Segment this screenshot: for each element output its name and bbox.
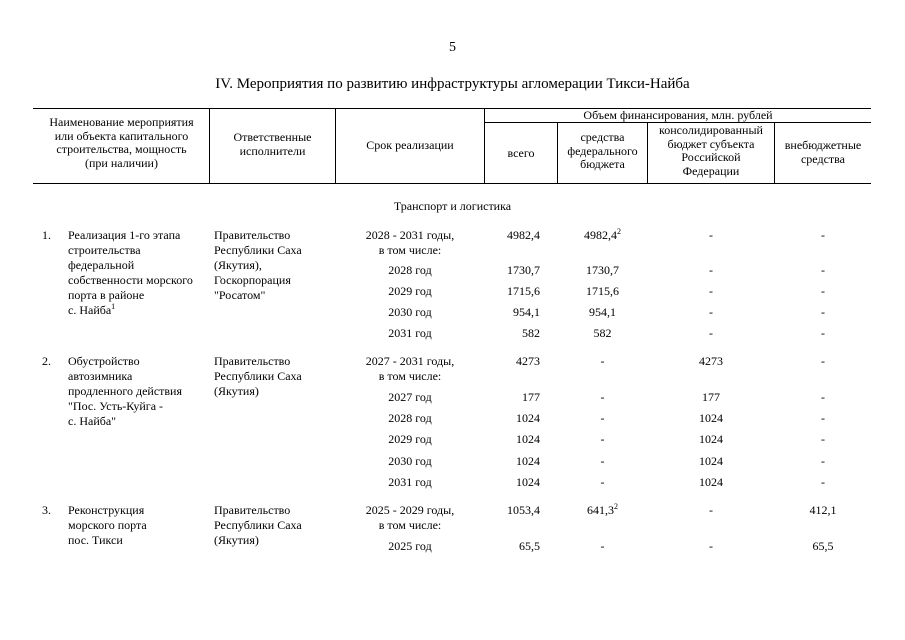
row-1-year-total: 582: [522, 326, 540, 340]
row-2-year-federal: -: [600, 454, 605, 468]
row-2-year: 2030 год: [388, 454, 432, 468]
row-3-year-federal: -: [600, 539, 605, 553]
row-3-name: Реконструкция морского порта пос. Тикси: [68, 503, 147, 547]
row-1-year-federal: 582: [593, 326, 612, 340]
row-3-total: 1053,4: [507, 503, 540, 517]
row-2-year-total: 1024: [516, 454, 540, 468]
row-1-consolidated: -: [709, 228, 713, 242]
row-2-term: 2027 - 2031 годы, в том числе:: [365, 354, 455, 383]
page-title: IV. Мероприятия по развитию инфраструктуры агломерации Тикси-Найба: [215, 76, 690, 92]
section-title: Транспорт и логистика: [393, 199, 512, 213]
row-1-year: 2029 год: [388, 284, 432, 298]
row-1-year-federal: 954,1: [589, 305, 616, 319]
row-1-year-offbudget: -: [821, 284, 825, 298]
row-1-year: 2031 год: [388, 326, 432, 340]
row-1-year-federal: 1715,6: [586, 284, 619, 298]
row-2-year-offbudget: -: [821, 390, 825, 404]
footnote-mark: 2: [614, 502, 618, 511]
row-2-year-consolidated: 177: [702, 390, 720, 404]
row-1-year: 2030 год: [388, 305, 432, 319]
row-1-year-federal: 1730,7: [586, 263, 619, 277]
row-2-year-consolidated: 1024: [699, 432, 723, 446]
row-3-consolidated: -: [709, 503, 713, 517]
row-2-year-total: 1024: [516, 475, 540, 489]
row-1-year-offbudget: -: [821, 263, 825, 277]
header-federal: средства федерального бюджета: [567, 130, 638, 171]
header-consolidated: консолидированный бюджет субъекта Российской Федерации: [659, 123, 763, 178]
row-1-term: 2028 - 2031 годы, в том числе:: [365, 228, 455, 257]
row-3-federal: 641,3$^2$: [587, 502, 618, 517]
row-2-year: 2031 год: [388, 475, 432, 489]
row-2-consolidated: 4273: [699, 354, 723, 368]
row-2-total: 4273: [516, 354, 540, 368]
row-2-year-offbudget: -: [821, 454, 825, 468]
row-2-number: 2.: [42, 354, 51, 368]
row-2-year: 2029 год: [388, 432, 432, 446]
row-2-year-consolidated: 1024: [699, 454, 723, 468]
row-1-year-consolidated: -: [709, 305, 713, 319]
row-3-number: 3.: [42, 503, 51, 517]
row-1-number: 1.: [42, 228, 51, 242]
footnote-mark: 1: [111, 302, 116, 311]
row-2-year-total: 1024: [516, 411, 540, 425]
row-1-year-offbudget: -: [821, 326, 825, 340]
row-1-year-consolidated: -: [709, 326, 713, 340]
row-2-year-federal: -: [600, 475, 605, 489]
row-3-year-total: 65,5: [519, 539, 540, 553]
page-number: 5: [449, 40, 456, 55]
row-1-responsible: Правительство Республики Саха (Якутия), Госкорпорация "Росатом": [214, 228, 302, 302]
row-1-year-total: 1730,7: [507, 263, 540, 277]
row-1-year-total: 954,1: [513, 305, 540, 319]
row-3-year-consolidated: -: [709, 539, 713, 553]
row-2-responsible: Правительство Республики Саха (Якутия): [214, 354, 302, 398]
header-total: всего: [507, 146, 535, 160]
row-1-federal: 4982,4$^2$: [584, 227, 621, 242]
row-2-offbudget: -: [821, 354, 825, 368]
row-3-year-offbudget: 65,5: [812, 539, 834, 553]
row-1-year-consolidated: -: [709, 284, 713, 298]
row-1-year-total: 1715,6: [507, 284, 540, 298]
header-offbudget: внебюджетные средства: [784, 138, 862, 166]
header-funding-group: Объем финансирования, млн. рублей: [583, 108, 773, 122]
row-2-year-total: 1024: [516, 432, 540, 446]
row-2-year-offbudget: -: [821, 432, 825, 446]
header-name: Наименование мероприятия или объекта капитального строительства, мощность (при наличии): [49, 115, 194, 170]
row-2-year-federal: -: [600, 432, 605, 446]
row-1-offbudget: -: [821, 228, 825, 242]
row-1-name: Реализация 1-го этапа строительства федеральной собственности морского порта в районе с. Найба$^1$: [68, 228, 193, 317]
row-2-year: 2028 год: [388, 411, 432, 425]
row-1-year-consolidated: -: [709, 263, 713, 277]
row-2-federal: -: [600, 354, 605, 368]
footnote-mark: 2: [617, 227, 621, 236]
header-term: Срок реализации: [366, 138, 454, 152]
row-1-year-offbudget: -: [821, 305, 825, 319]
row-2-year-total: 177: [522, 390, 540, 404]
row-3-responsible: Правительство Республики Саха (Якутия): [214, 503, 302, 547]
row-2-year-offbudget: -: [821, 475, 825, 489]
row-3-offbudget: 412,1: [809, 503, 837, 517]
row-3-year: 2025 год: [388, 539, 432, 553]
row-2-year-federal: -: [600, 411, 605, 425]
row-2-year-consolidated: 1024: [699, 411, 723, 425]
row-2-year: 2027 год: [388, 390, 432, 404]
header-responsible: Ответственные исполнители: [233, 130, 312, 158]
row-1-total: 4982,4: [507, 228, 540, 242]
row-2-year-consolidated: 1024: [699, 475, 723, 489]
row-2-name: Обустройство автозимника продленного действия "Пос. Усть-Куйга - с. Найба": [68, 354, 182, 428]
row-2-year-federal: -: [600, 390, 605, 404]
row-3-term: 2025 - 2029 годы, в том числе:: [365, 503, 455, 532]
row-1-year: 2028 год: [388, 263, 432, 277]
row-2-year-offbudget: -: [821, 411, 825, 425]
table-header-bottom-rule: [33, 183, 871, 184]
